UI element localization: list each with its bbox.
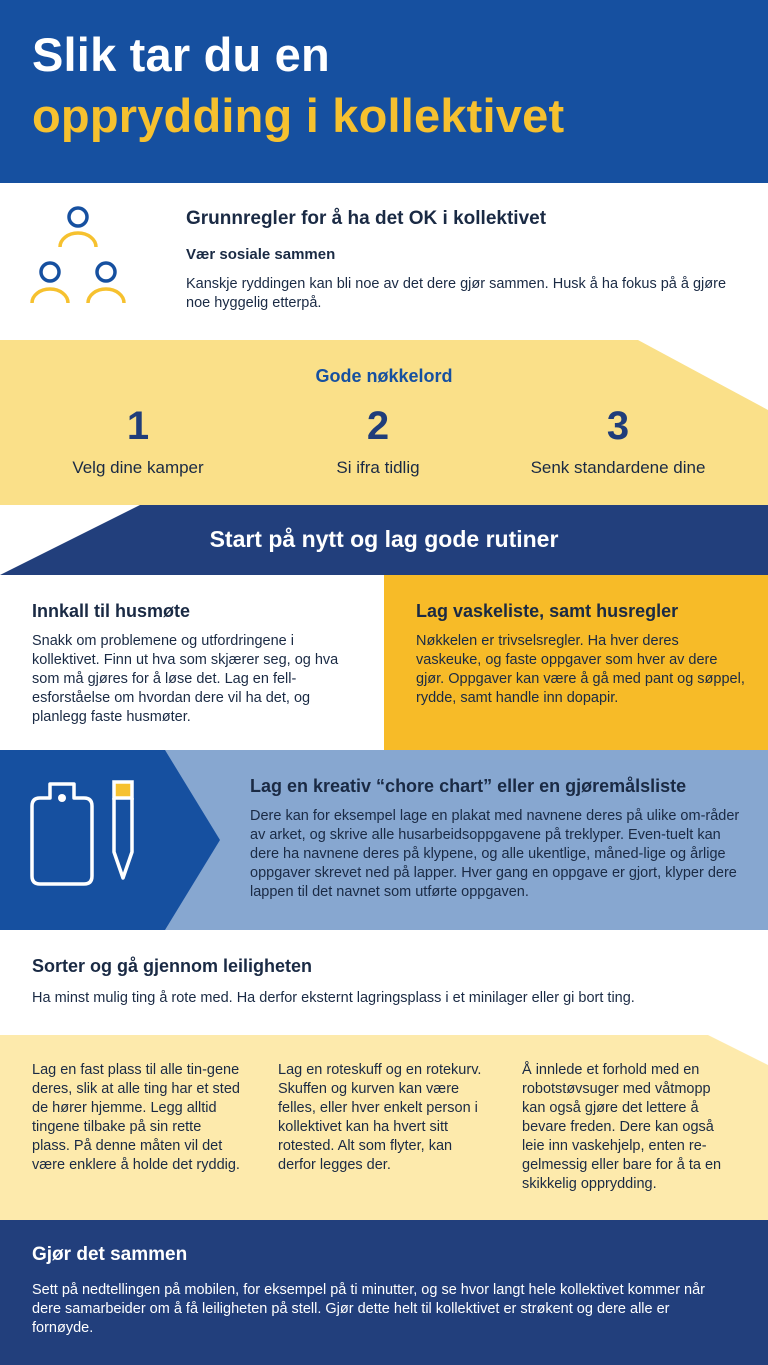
keyword-item xyxy=(498,402,738,478)
wash-list-heading: Lag vaskeliste, samt husregler xyxy=(416,601,679,621)
sort-section xyxy=(0,930,768,1035)
keyword-number: 3 xyxy=(606,404,630,448)
start-banner xyxy=(0,505,768,575)
tag-and-pencil-icon xyxy=(28,780,140,888)
keyword-item xyxy=(18,402,258,478)
keyword-number: 2 xyxy=(366,404,390,448)
people-group-icon xyxy=(26,205,130,315)
rules-section xyxy=(0,183,768,340)
title-line-2: opprydding i kollektivet xyxy=(32,89,565,142)
together-heading: Gjør det sammen xyxy=(32,1244,188,1265)
keywords-title: Gode nøkkelord xyxy=(315,366,453,386)
keyword-label: Velg dine kamper xyxy=(72,458,204,477)
keyword-item xyxy=(258,402,498,478)
sort-text: Ha minst mulig ting å rote med. Ha derfor eksternt lagringsplass i et minilager eller gi bort ting. xyxy=(32,990,635,1006)
house-meeting-heading: Innkall til husmøte xyxy=(32,601,191,621)
page-header xyxy=(0,0,768,183)
keyword-label: Senk standardene dine xyxy=(530,458,706,477)
rules-subheading: Vær sosiale sammen xyxy=(186,246,336,263)
sort-heading: Sorter og gå gjennom leiligheten xyxy=(32,956,313,976)
keyword-label: Si ifra tidlig xyxy=(336,458,420,477)
rules-heading: Grunnregler for å ha det OK i kollektivet xyxy=(186,208,547,229)
keywords-section xyxy=(0,340,768,505)
start-title: Start på nytt og lag gode rutiner xyxy=(209,526,559,552)
tips-section xyxy=(0,1035,768,1220)
tip-text: Å innlede et forhold med en robotstøvsuger med våtmopp kan også gjøre det lettere å bevare freden. Dere kan også leie inn vaskehjelp, enten re-gelmessig eller bare for å ta en skikkelig opprydding. xyxy=(522,1062,722,1192)
chore-text: Dere kan for eksempel lage en plakat med navnene deres på ulike om-råder av arket, og skrive alle husarbeidsoppgavene på treklyper. Even-tuelt kan dere ha navnene deres på klypene, og alle ukentlige, måned-lige og årlige oppgaver skrevet ned på lapper. Hver gang en oppgave er gjort, klyper dere lappen til det navnet som utførte oppgaven. xyxy=(250,808,740,900)
chore-chart-section xyxy=(0,750,768,930)
tip-text: Lag en fast plass til alle tin-gene deres, slik at alle ting har et sted de hører hjemme. Legg alltid tingene tilbake på sin rette plass. På denne måten vil det være enklere å holde det ryddig. xyxy=(32,1062,240,1173)
house-meeting-card xyxy=(0,575,384,750)
rules-text: Kanskje ryddingen kan bli noe av det dere gjør sammen. Husk å ha fokus på å gjøre noe hyggelig etterpå. xyxy=(186,276,727,311)
together-section xyxy=(0,1220,768,1365)
chore-heading: Lag en kreativ “chore chart” eller en gjøremålsliste xyxy=(250,776,687,796)
title-line-1: Slik tar du en xyxy=(32,28,330,81)
house-meeting-text: Snakk om problemene og utfordringene i kollektivet. Finn ut hva som skjærer seg, og hva som må gjøres for å løse det. Lag en fell-esforståelse om hvordan dere vil ha det, og planlegg faste husmøter. xyxy=(32,633,339,725)
keyword-number: 1 xyxy=(126,404,150,448)
together-text: Sett på nedtellingen på mobilen, for eksempel på ti minutter, og se hvor langt hele kollektivet kommer når dere samarbeider om å få leiligheten på stell. Gjør dette helt til kollektivet er strøkent og dere alle er fornøyde. xyxy=(32,1282,706,1336)
wash-list-card xyxy=(384,575,768,750)
wash-list-text: Nøkkelen er trivselsregler. Ha hver deres vaskeuke, og faste oppgaver som hver av dere gjør. Oppgaver kan være å gå med pant og søppel, rydde, samt handle inn dopapir. xyxy=(416,633,745,706)
tip-text: Lag en roteskuff og en rotekurv. Skuffen og kurven kan være felles, eller hver enkelt person i kollektivet kan ha hvert sitt rotested. Alt som flyter, kan derfor legges der. xyxy=(278,1062,482,1173)
